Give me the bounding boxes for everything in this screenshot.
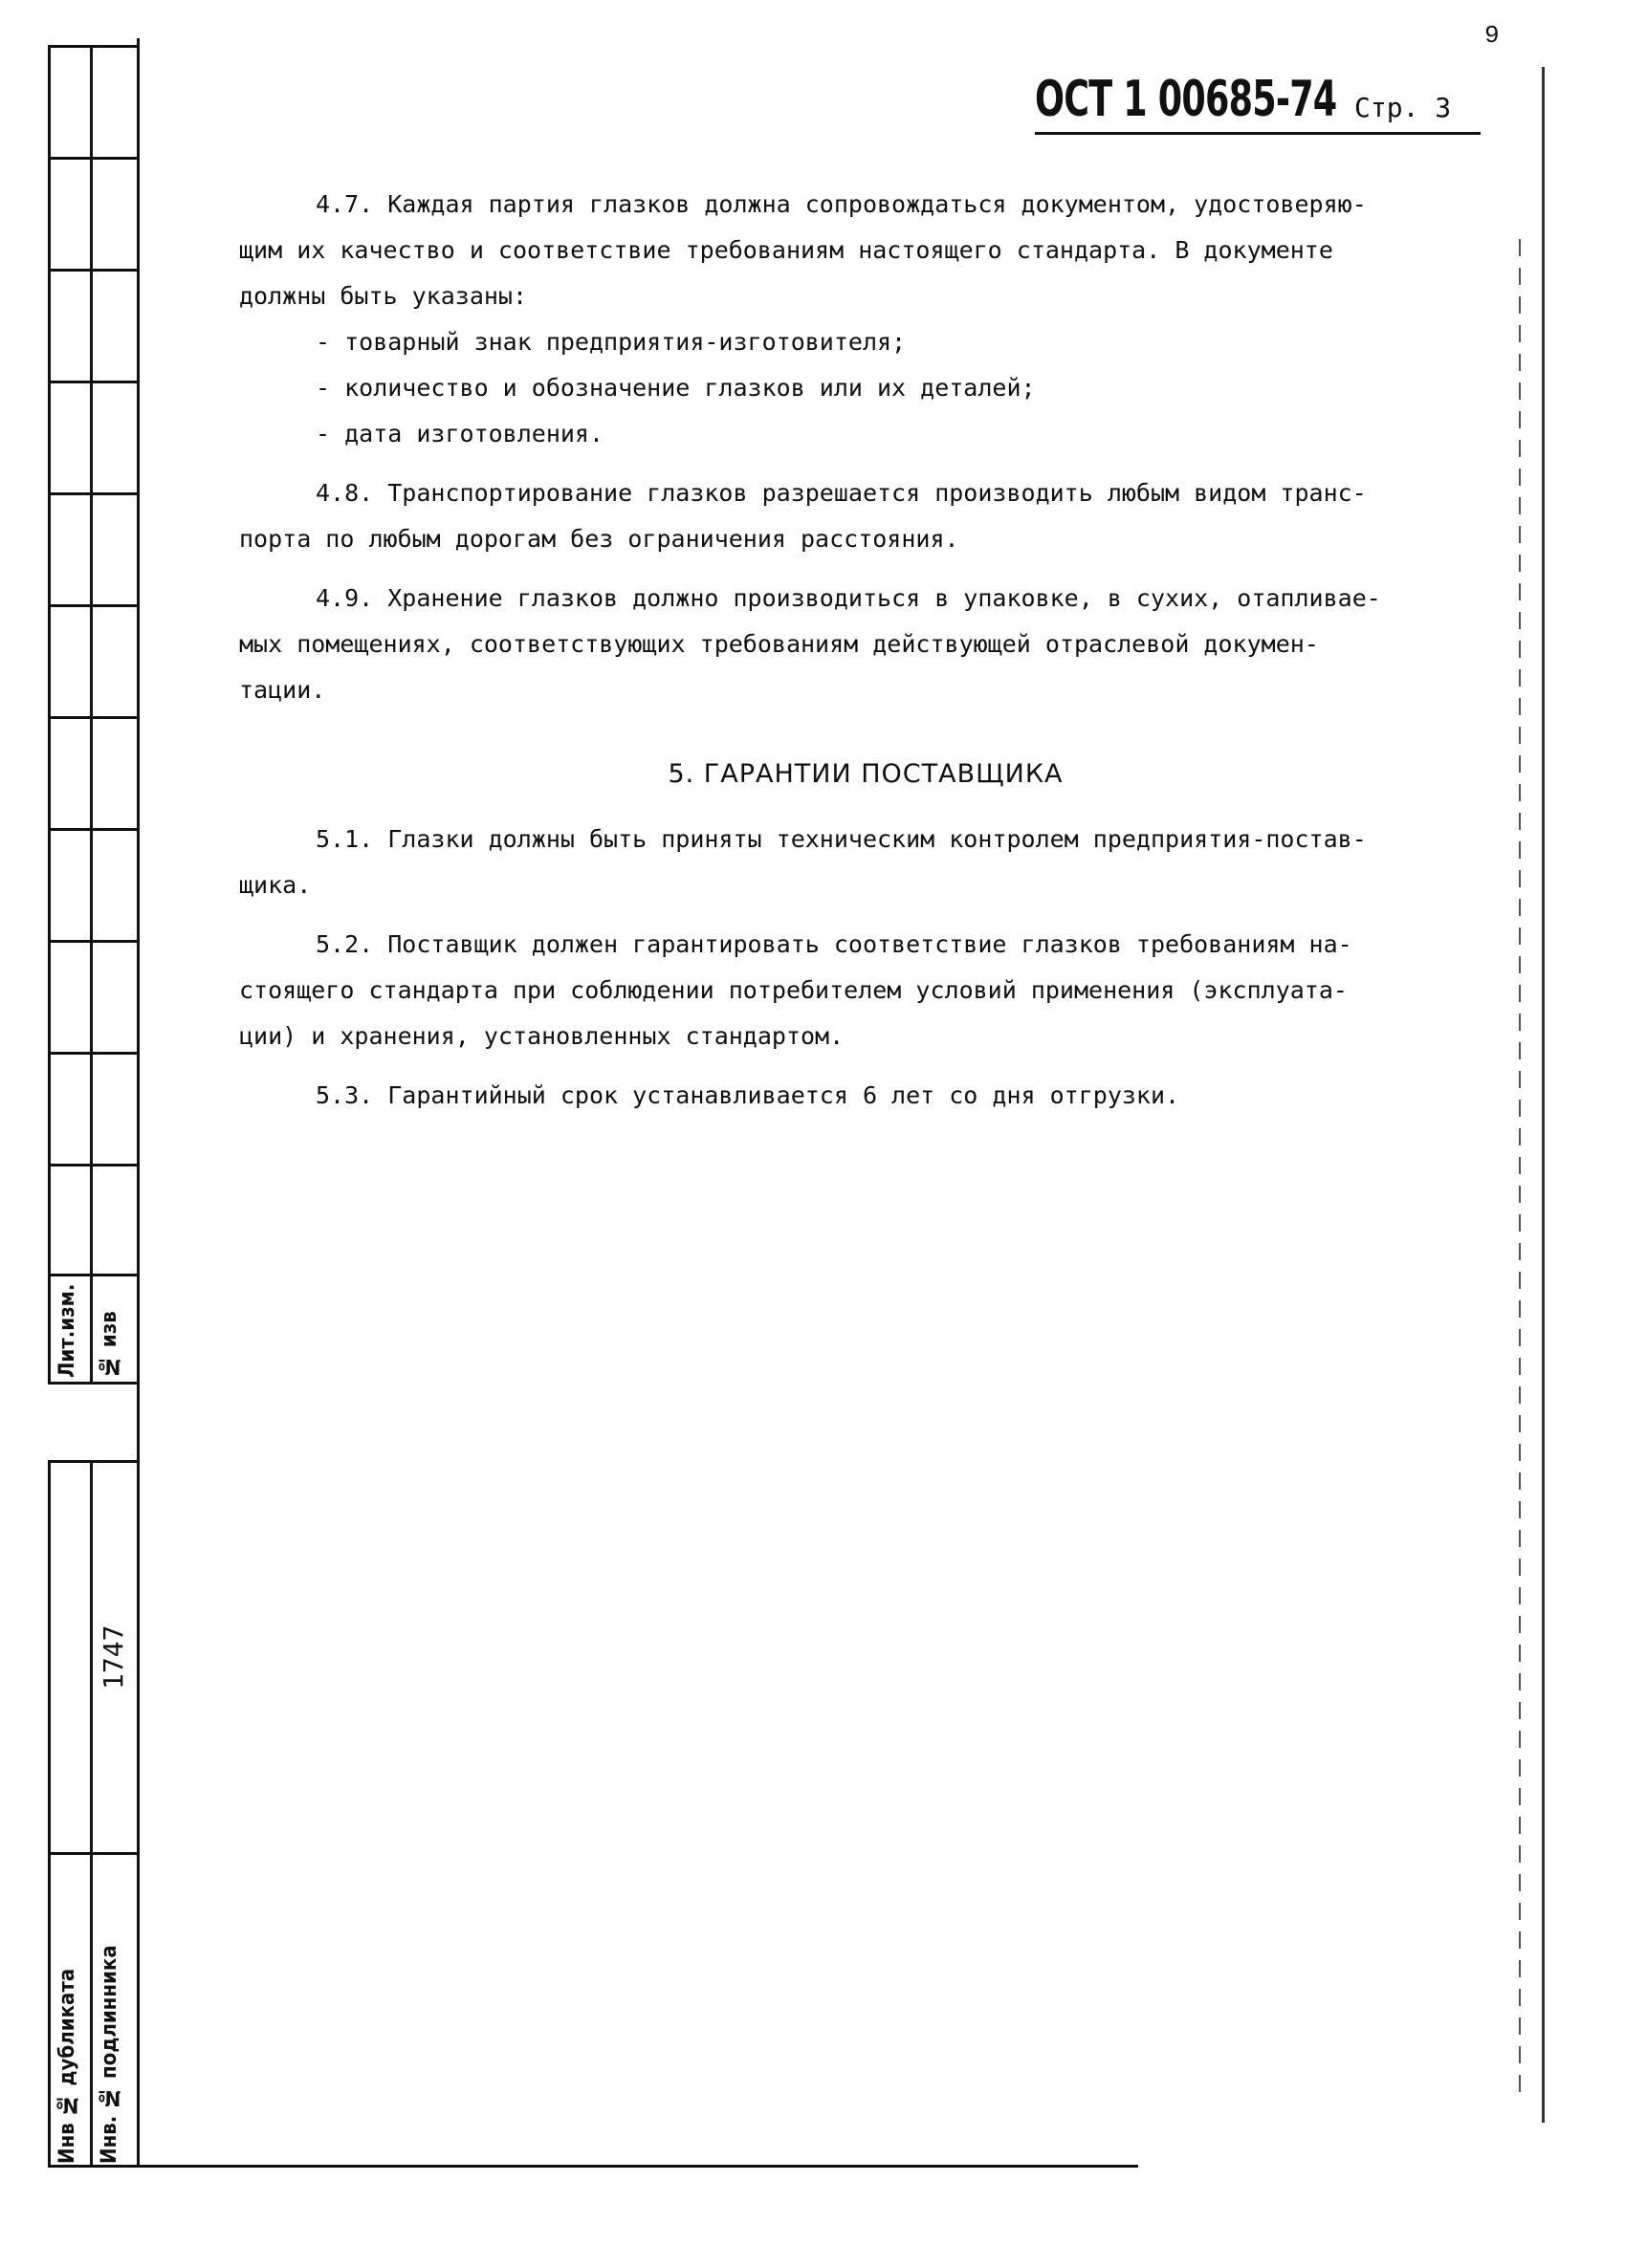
paragraph-4-7	[239, 182, 1416, 319]
doc-code: ОСТ 1 00685-74	[1035, 71, 1337, 128]
doc-header	[1035, 71, 1481, 135]
text-line: ции) и хранения, установленных стандартом.	[239, 1022, 845, 1050]
text-line: должны быть указаны:	[239, 282, 528, 310]
paragraph-4-8	[239, 470, 1416, 562]
doc-page-label: Стр. 3	[1354, 92, 1452, 123]
text-line: щим их качество и соответствие требованиям настоящего стандарта. В документе	[239, 236, 1333, 264]
text-line: тации.	[239, 676, 326, 704]
text-line: 4.9. Хранение глазков должно производиться в упаковке, в сухих, отапливае-	[316, 584, 1381, 612]
binder-inv-number: 1747	[98, 1625, 129, 1690]
text-line: 5.2. Поставщик должен гарантировать соответствие глазков требованиям на-	[316, 930, 1352, 958]
binder-inv-podlinnika: Инв. № подлинника	[98, 1945, 121, 2164]
text-line: 5.1. Глазки должны быть приняты техническим контролем предприятия-постав-	[316, 825, 1367, 853]
paragraph-4-9	[239, 576, 1416, 713]
paragraph-5-2	[239, 922, 1416, 1059]
text-line: 4.7. Каждая партия глазков должна сопровождаться документом, удостоверяю-	[316, 190, 1367, 218]
list-item: - дата изготовления.	[316, 420, 604, 447]
sheet-number: 9	[1484, 21, 1500, 50]
frame-bottom-border	[48, 2165, 1138, 2168]
section-5-title: 5. ГАРАНТИИ ПОСТАВЩИКА	[668, 759, 1064, 789]
binder-stamp	[48, 45, 138, 2168]
text-line: стоящего стандарта при соблюдении потребителем условий применения (эксплуата-	[239, 976, 1348, 1004]
binder-lit-izm: Лит.изм.	[55, 1283, 79, 1378]
text-line: 4.8. Транспортирование глазков разрешается производить любым видом транс-	[316, 479, 1367, 507]
text-line: порта по любым дорогам без ограничения расстояния.	[239, 525, 959, 553]
binder-inv-dublikata: Инв № дубликата	[55, 1968, 79, 2164]
right-edge-line	[1542, 67, 1545, 2123]
paragraph-5-1	[239, 817, 1416, 908]
right-edge-scan-line	[1519, 239, 1521, 2104]
text-line: щика.	[239, 871, 312, 899]
document-body	[239, 182, 1416, 1132]
binder-no-izv: № изв	[98, 1311, 121, 1378]
paragraph-5-3	[239, 1073, 1416, 1119]
text-line: 5.3. Гарантийный срок устанавливается 6 лет со дня отгрузки.	[316, 1081, 1180, 1109]
list-item: - количество и обозначение глазков или их деталей;	[316, 374, 1036, 402]
list-item: - товарный знак предприятия-изготовителя;	[316, 328, 907, 356]
text-line: мых помещениях, соответствующих требованиям действующей отраслевой докумен-	[239, 630, 1319, 658]
list-4-7	[239, 319, 1416, 457]
